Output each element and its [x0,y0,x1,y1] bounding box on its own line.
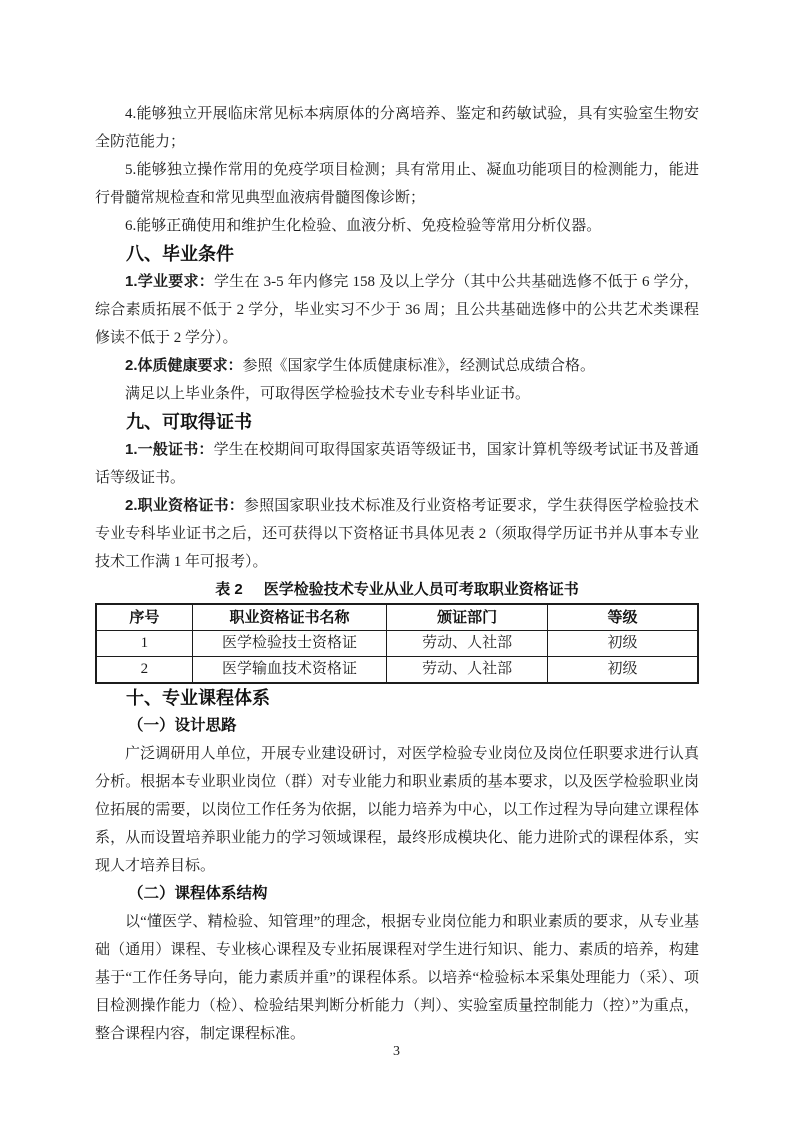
paragraph-graduation-summary: 满足以上毕业条件，可取得医学检验技术专业专科毕业证书。 [125,386,531,402]
table-row [96,657,698,684]
table-cell-index: 1 [96,631,192,657]
section-heading-curriculum-system: 十、专业课程体系 [126,688,270,708]
section-heading-obtainable-certificates: 九、可取得证书 [126,412,252,432]
paragraph-design-approach: 广泛调研用人单位，开展专业建设研讨，对医学检验专业岗位及岗位任职要求进行认真分析。根据本专业职业岗位（群）对专业能力和职业素质的基本要求，以及医学检验职业岗位拓展的需要，以岗位工作任务为依据，以能力培养为中心，以工作过程为导向建立课程体系，从而设置培养职业能力的学习领域课程，最终形成模块化、能力进阶式的课程体系，实现人才培养目标。 [95,746,699,874]
table-row [96,631,698,657]
paragraph-text-general-cert: 学生在校期间可取得国家英语等级证书，国家计算机等级考试证书及普通话等级证书。 [95,442,699,486]
section-heading-graduation-conditions: 八、毕业条件 [126,244,234,264]
paragraph-academic-requirement [95,268,699,352]
table-cell-index: 2 [96,657,192,684]
table-header-level: 等级 [547,604,698,631]
table-cell-certificate-name: 医学检验技士资格证 [192,631,386,657]
table-header-row [96,604,698,631]
paragraph-ability-4: 4.能够独立开展临床常见标本病原体的分离培养、鉴定和药敏试验，具有实验室生物安全防范能力； [95,106,699,150]
paragraph-text-fitness: 参照《国家学生体质健康标准》，经测试总成绩合格。 [242,358,596,374]
paragraph-text-vocational-cert: 参照国家职业技术标准及行业资格考证要求，学生获得医学检验技术专业专科毕业证书之后，还可获得以下资格证书具体见表 2（须取得学历证书并从事本专业技术工作满 1 年可报考）。 [95,498,699,570]
table-cell-level: 初级 [547,631,698,657]
page-number: 3 [393,1044,400,1059]
subsection-heading-curriculum-structure: （二）课程体系结构 [128,885,268,902]
table-caption [95,576,699,603]
paragraph-curriculum-structure: 以“懂医学、精检验、知管理”的理念，根据专业岗位能力和职业素质的要求，从专业基础（通用）课程、专业核心课程及专业拓展课程对学生进行知识、能力、素质的培养，构建基于“工作任务导向，能力素质并重”的课程体系。以培养“检验标本采集处理能力（采）、项目检测操作能力（检）、检验结果判断分析能力（判）、实验室质量控制能力（控）”为重点，整合课程内容，制定课程标准。 [95,914,699,1042]
paragraph-fitness-requirement [95,352,699,380]
paragraph-ability-6: 6.能够正确使用和维护生化检验、血液分析、免疫检验等常用分析仪器。 [125,218,602,234]
paragraph-lead-general-cert: 1.一般证书： [125,441,214,458]
subsection-heading-design-approach: （一）设计思路 [128,717,237,734]
paragraph-vocational-certificates [95,492,699,576]
paragraph-lead-vocational-cert: 2.职业资格证书： [125,497,244,514]
paragraph-lead-academic: 1.学业要求： [125,273,214,290]
table-cell-certificate-name: 医学输血技术资格证 [192,657,386,684]
table-caption-label: 表 2 [215,581,243,598]
paragraph-ability-5: 5.能够独立操作常用的免疫学项目检测；具有常用止、凝血功能项目的检测能力，能进行骨髓常规检查和常见典型血液病骨髓图像诊断； [95,162,699,206]
table-cell-issuing-department: 劳动、人社部 [387,631,548,657]
paragraph-lead-fitness: 2.体质健康要求： [125,357,243,374]
certificates-table [95,603,699,684]
table-header-certificate-name: 职业资格证书名称 [192,604,386,631]
table-cell-issuing-department: 劳动、人社部 [387,657,548,684]
table-header-issuing-department: 颁证部门 [387,604,548,631]
paragraph-general-certificates [95,436,699,492]
table-caption-title: 医学检验技术专业从业人员可考取职业资格证书 [263,581,579,598]
table-header-index: 序号 [96,604,192,631]
document-content [95,100,699,1048]
paragraph-text-academic: 学生在 3-5 年内修完 158 及以上学分（其中公共基础选修不低于 6 学分，综合素质拓展不低于 2 学分，毕业实习不少于 36 周；且公共基础选修中的公共艺术类课程修读不低于 2 学分）。 [95,274,700,346]
table-cell-level: 初级 [547,657,698,684]
